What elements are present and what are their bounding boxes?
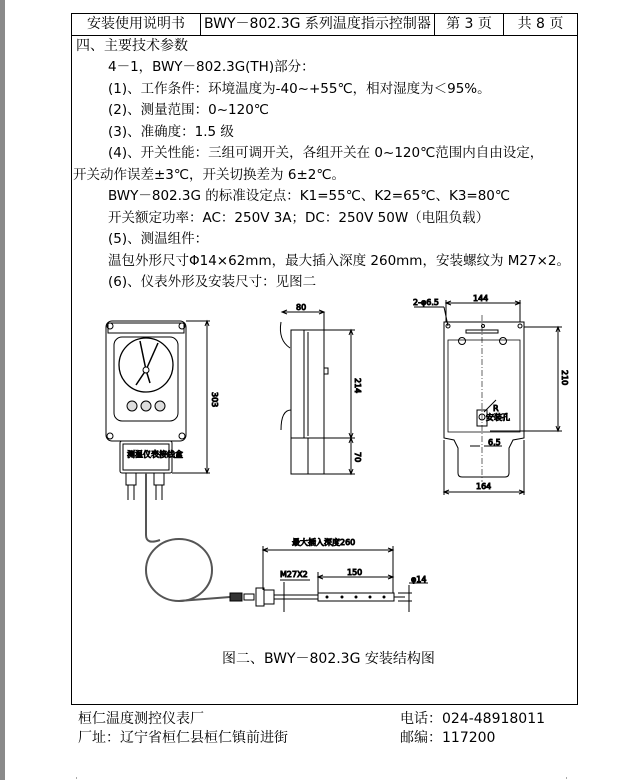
figure-caption: 图二、BWY－802.3G 安装结构图 (222, 651, 435, 667)
dim-150: 150 (347, 568, 363, 577)
spec-line: 开关动作误差±3℃，开关切换差为 6±2℃。 (73, 167, 346, 183)
spec-line: (1)、工作条件：环境温度为-40~+55℃，相对湿度为＜95%。 (108, 81, 491, 97)
back-view (414, 300, 562, 495)
spec-line: (4)、开关性能：三组可调开关，各组开关在 0~120℃范围内自由设定， (108, 145, 544, 161)
spec-line: (5)、测温组件： (108, 231, 209, 247)
spec-line: (6)、仪表外形及安装尺寸：见图二 (108, 274, 317, 290)
company-phone: 电话：024-48918011 (400, 711, 546, 727)
label-depth: 最大插入深度260 (292, 538, 356, 547)
page-corner-mark (76, 777, 77, 779)
label-diameter: φ14 (411, 575, 427, 584)
company-postcode: 邮编：117200 (400, 730, 496, 746)
label-r: R (493, 404, 499, 413)
page-number-cell: 第 3 页 (435, 14, 504, 35)
label-hole: 2-φ6.5 (413, 298, 439, 307)
spec-line: 开关额定功率：AC：250V 3A；DC：250V 50W（电阻负载） (108, 210, 490, 226)
capillary-tube (146, 473, 160, 542)
probe (230, 546, 428, 612)
dim-70: 70 (353, 452, 362, 463)
spec-line: 温包外形尺寸Φ14×62mm，最大插入深度 260mm，安装螺纹为 M27×2。 (108, 253, 570, 269)
spec-line: (2)、测量范围：0~120℃ (108, 102, 269, 118)
dim-210: 210 (560, 370, 569, 386)
dim-6-5: 6.5 (488, 438, 501, 447)
dim-144: 144 (473, 294, 489, 303)
dim-303: 303 (210, 392, 219, 408)
spec-line: (3)、准确度：1.5 级 (108, 124, 234, 140)
label-mount-hole: 安装孔 (486, 413, 510, 422)
front-view (106, 321, 210, 500)
dim-80: 80 (296, 303, 307, 312)
dim-164: 164 (476, 482, 492, 491)
svg-text:测温仪表接线盒: 测温仪表接线盒 (127, 450, 183, 459)
spec-line: 4－1，BWY－802.3G(TH)部分： (108, 59, 315, 75)
product-title-cell: BWY－802.3G 系列温度指示控制器 (201, 14, 435, 35)
company-name: 桓仁温度测控仪表厂 (78, 711, 204, 727)
total-pages-cell: 共 8 页 (517, 16, 564, 32)
spec-line: BWY－802.3G 的标准设定点：K1=55℃、K2=65℃、K3=80℃ (108, 188, 511, 204)
side-view (280, 310, 355, 474)
page-corner-mark (566, 777, 567, 779)
company-address: 厂址：辽宁省桓仁县桓仁镇前进街 (78, 730, 288, 746)
doc-type-cell: 安装使用说明书 (72, 14, 201, 35)
label-thread: M27X2 (280, 570, 308, 579)
dim-214: 214 (353, 378, 362, 394)
section-title: 四、主要技术参数 (76, 38, 188, 54)
